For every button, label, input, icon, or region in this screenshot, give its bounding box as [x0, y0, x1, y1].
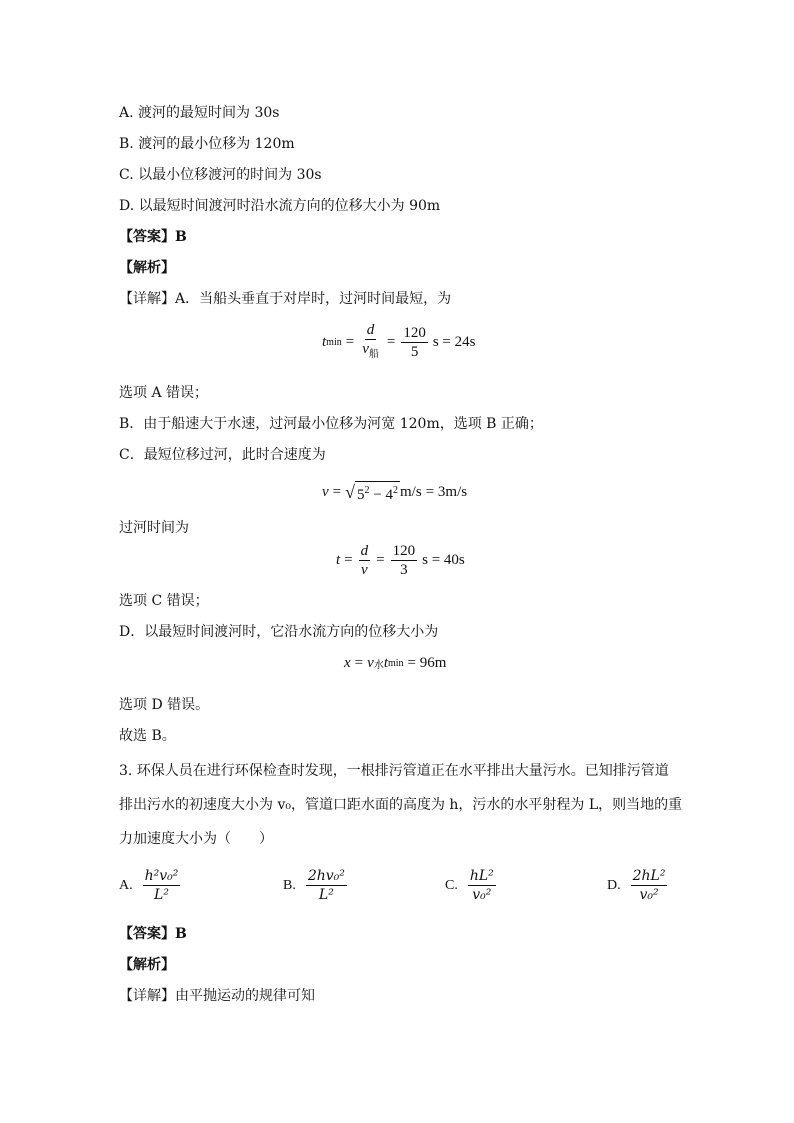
q3-option-c: C. $\frac{\text{hL²}}{\text{v₀²}}$ [445, 868, 494, 903]
equation-t: t = $\frac{d}{v}$ = $\frac{120}{3}$ s = 40s [336, 543, 465, 578]
option-c: C. 以最小位移渡河的时间为 30s [119, 167, 322, 183]
detail-q3: 【详解】由平抛运动的规律可知 [119, 988, 315, 1004]
option-b: B. 渡河的最小位移为 120m [119, 136, 295, 152]
analysis-label-q3: 【解析】 [119, 957, 175, 973]
q3-option-a: A. $\frac{\text{h²v₀²}}{\text{L²}}$ [119, 868, 179, 903]
c-text: C．最短位移过河，此时合速度为 [119, 447, 326, 463]
equation-v: v = √ $5^2 - 4^2$ m/s = 3m/s [322, 482, 468, 503]
q3-line3: 力加速度大小为（ ） [119, 831, 273, 847]
answer-q3: 【答案】B [119, 926, 187, 942]
q3-option-b: B. $\frac{\text{2hv₀²}}{\text{L²}}$ [283, 868, 345, 903]
answer-q2: 【答案】B [119, 229, 187, 245]
equation-x: x = v 水 t min = 96m [344, 655, 447, 671]
d-text: D．以最短时间渡河时，它沿水流方向的位移大小为 [119, 624, 439, 640]
analysis-label-q2: 【解析】 [119, 260, 175, 276]
q3-option-d: D. $\frac{\text{2hL²}}{\text{v₀²}}$ [607, 868, 666, 903]
q3-line2: 排出污水的初速度大小为 v₀，管道口距水面的高度为 h，污水的水平射程为 L，则当地的重 [119, 797, 683, 813]
conclusion: 故选 B。 [119, 728, 176, 744]
c-wrong: 选项 C 错误； [119, 593, 209, 609]
equation-tmin: t min = $\frac{d}{v_船}$ = $\frac{120}{5}$ s = 24s [322, 322, 476, 360]
time-text: 过河时间为 [119, 520, 189, 536]
option-a: A. 渡河的最短时间为 30s [119, 105, 280, 121]
option-d: D. 以最短时间渡河时沿水流方向的位移大小为 90m [119, 198, 441, 214]
d-wrong: 选项 D 错误。 [119, 697, 210, 713]
b-text: B．由于船速大于水速，过河最小位移为河宽 120m，选项 B 正确； [119, 416, 543, 432]
q3-line1: 3. 环保人员在进行环保检查时发现，一根排污管道正在水平排出大量污水。已知排污管道 [119, 763, 669, 779]
a-wrong: 选项 A 错误； [119, 385, 209, 401]
detail-a: 【详解】A．当船头垂直于对岸时，过河时间最短，为 [119, 291, 452, 307]
